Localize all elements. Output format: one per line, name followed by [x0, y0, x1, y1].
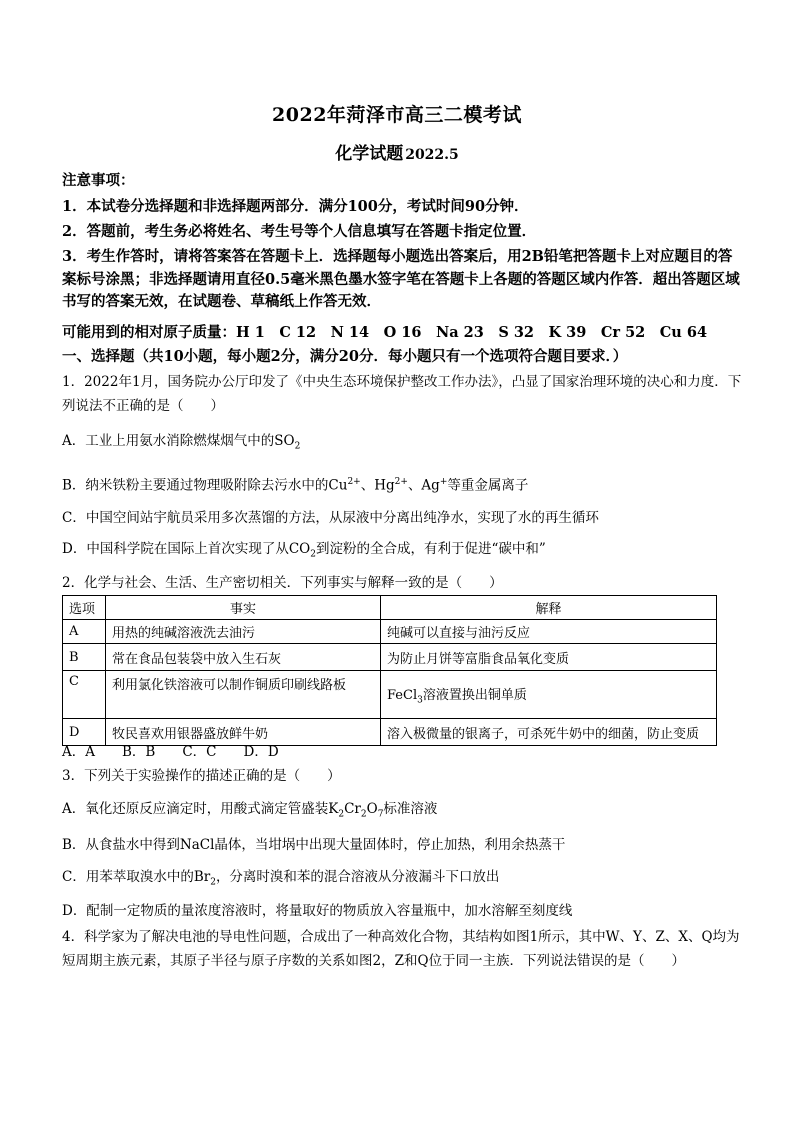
- question-3-option-a: A．氧化还原反应滴定时，用酸式滴定管盛装$K_2Cr_2O_7$标准溶液: [62, 801, 438, 820]
- table-cell-fact: 常在食品包装袋中放入生石灰: [106, 644, 381, 671]
- table-cell-option: B: [63, 644, 106, 671]
- section-heading: 一、选择题（共10小题，每小题2分，满分20分．每小题只有一个选项符合题目要求．）: [62, 348, 628, 365]
- exam-date: 2022.5: [405, 147, 459, 163]
- question-1-stem: 1．2022年1月，国务院办公厅印发了《中央生态环境保护整改工作办法》，凸显了国家治理环境的决心和力度．下列说法不正确的是（ ）: [62, 374, 742, 414]
- subject-title: 化学试题: [335, 144, 404, 164]
- table-cell-fact: 利用氯化铁溶液可以制作铜质印刷线路板: [106, 671, 381, 719]
- table-cell-explain: 溶入极微量的银离子，可杀死牛奶中的细菌，防止变质: [381, 719, 717, 746]
- question-1-option-c: C．中国空间站宇航员采用多次蒸馏的方法，从尿液中分离出纯净水，实现了水的再生循环: [62, 510, 599, 526]
- question-2-table: [62, 595, 717, 746]
- exam-subtitle: [0, 139, 794, 164]
- table-cell-option: A: [63, 620, 106, 644]
- question-3-option-d: D．配制一定物质的量浓度溶液时，将量取好的物质放入容量瓶中，加水溶解至刻度线: [62, 903, 573, 919]
- question-3-stem: 3．下列关于实验操作的描述正确的是（ ）: [62, 768, 341, 784]
- question-2-answers: A．A B．B C．C D．D: [62, 744, 279, 760]
- notice-item-1: 1．本试卷分选择题和非选择题两部分．满分100分，考试时间90分钟．: [62, 198, 529, 215]
- table-cell-fact: 用热的纯碱溶液洗去油污: [106, 620, 381, 644]
- notice-item-3: 3．考生作答时，请将答案答在答题卡上．选择题每小题选出答案后，用2B铅笔把答题卡上对应题目的答案标号涂黑；非选择题请用直径0.5毫米黑色墨水签字笔在答题卡上各题的答题区域内作答．超出答题区域书写的答案无效，在试题卷、草稿纸上作答无效．: [62, 248, 740, 310]
- table-header-row: [63, 596, 717, 620]
- atomic-masses: 可能用到的相对原子质量：H 1 C 12 N 14 O 16 Na 23 S 32 K 39 Cr 52 Cu 64: [62, 324, 708, 341]
- question-1-option-d: D．中国科学院在国际上首次实现了从$CO_2$到淀粉的全合成，有利于促进“碳中和”: [62, 541, 546, 560]
- table-cell-option: D: [63, 719, 106, 746]
- exam-title: 2022年菏泽市高三二模考试: [272, 104, 522, 126]
- question-3-option-c: C．用苯萃取溴水中的$Br_2$，分离时溴和苯的混合溶液从分液漏斗下口放出: [62, 869, 500, 888]
- table-row: [63, 620, 717, 644]
- question-1-option-b: B．纳米铁粉主要通过物理吸附除去污水中的$Cu^{2+}$、$Hg^{2+}$、Ag+等重金属离子: [62, 477, 529, 494]
- table-cell-option: C: [63, 671, 106, 719]
- question-1-option-a: A．工业上用氨水消除燃煤烟气中的$SO_2$: [62, 433, 301, 452]
- question-3-option-b: B．从食盐水中得到NaCl晶体，当坩埚中出现大量固体时，停止加热，利用余热蒸干: [62, 837, 566, 853]
- table-cell-explain: FeCl$_3$溶液置换出铜单质: [381, 671, 717, 719]
- table-header-option: 选项: [63, 596, 106, 620]
- table-cell-explain: 为防止月饼等富脂食品氧化变质: [381, 644, 717, 671]
- table-header-explain: 解释: [381, 596, 717, 620]
- table-cell-fact: 牧民喜欢用银器盛放鲜牛奶: [106, 719, 381, 746]
- table-cell-explain: 纯碱可以直接与油污反应: [381, 620, 717, 644]
- question-2-stem: 2．化学与社会、生活、生产密切相关．下列事实与解释一致的是（ ）: [62, 575, 503, 591]
- notice-heading: 注意事项：: [62, 172, 135, 189]
- table-header-fact: 事实: [106, 596, 381, 620]
- notice-item-2: 2．答题前，考生务必将姓名、考生号等个人信息填写在答题卡指定位置．: [62, 223, 537, 240]
- table-row: [63, 644, 717, 671]
- table-row: [63, 671, 717, 719]
- question-4-stem: 4．科学家为了解决电池的导电性问题，合成出了一种高效化合物，其结构如图1所示，其中W、Y、Z、X、Q均为短周期主族元素，其原子半径与原子序数的关系如图2，Z和Q位于同一主族．下列说法错误的是（ ）: [62, 929, 740, 969]
